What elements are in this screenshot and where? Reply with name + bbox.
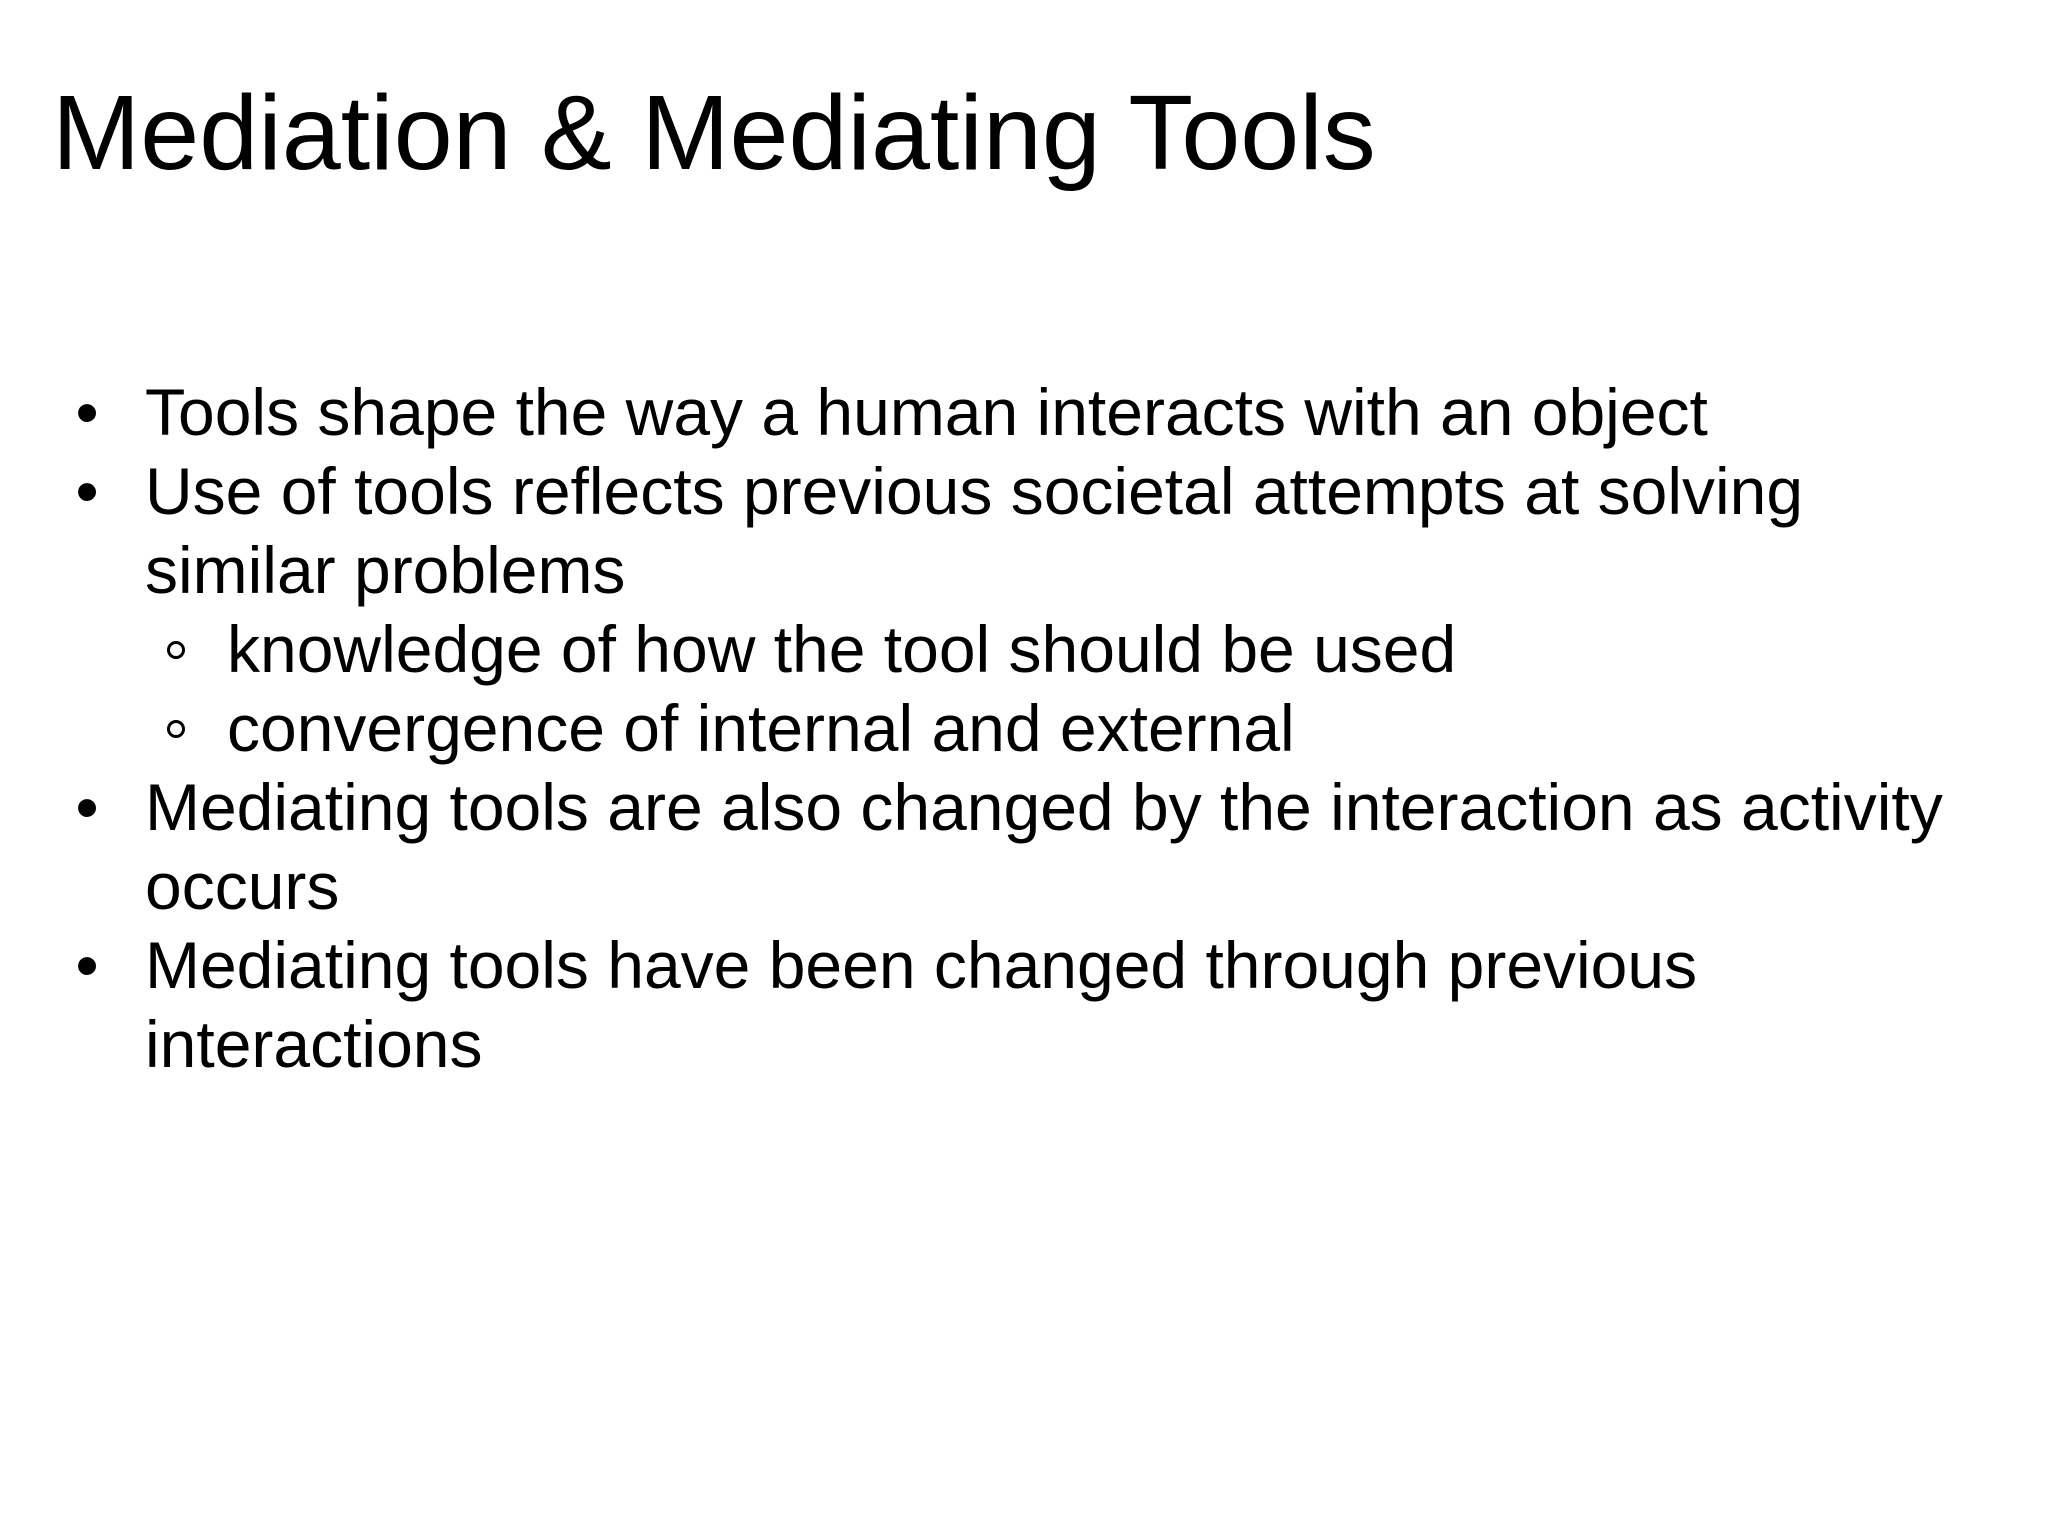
bullet-dot-icon: • bbox=[75, 770, 99, 844]
hollow-circle-bullet-icon bbox=[167, 641, 185, 659]
sub-bullet-list bbox=[145, 610, 1945, 768]
bullet-text: Tools shape the way a human interacts with an object bbox=[145, 375, 1708, 449]
slide-title: Mediation & Mediating Tools bbox=[52, 74, 1376, 192]
bullet-text: Use of tools reflects previous societal attempts at solving similar problems bbox=[145, 454, 1804, 607]
sub-bullet-item bbox=[145, 610, 1945, 689]
bullet-item bbox=[0, 768, 1945, 926]
bullet-text: Mediating tools are also changed by the interaction as activity occurs bbox=[145, 770, 1943, 923]
bullet-item bbox=[0, 452, 1945, 768]
bullet-dot-icon: • bbox=[75, 375, 99, 449]
bullet-item bbox=[0, 373, 1945, 452]
sub-bullet-item bbox=[145, 689, 1945, 768]
bullet-text: Mediating tools have been changed through previous interactions bbox=[145, 928, 1698, 1081]
bullet-dot-icon: • bbox=[75, 454, 99, 528]
hollow-circle-bullet-icon bbox=[167, 720, 185, 738]
bullet-dot-icon: • bbox=[75, 928, 99, 1002]
bullet-item bbox=[0, 926, 1945, 1084]
sub-bullet-text: knowledge of how the tool should be used bbox=[227, 612, 1457, 686]
sub-bullet-text: convergence of internal and external bbox=[227, 691, 1295, 765]
bullet-list bbox=[0, 373, 2048, 1084]
